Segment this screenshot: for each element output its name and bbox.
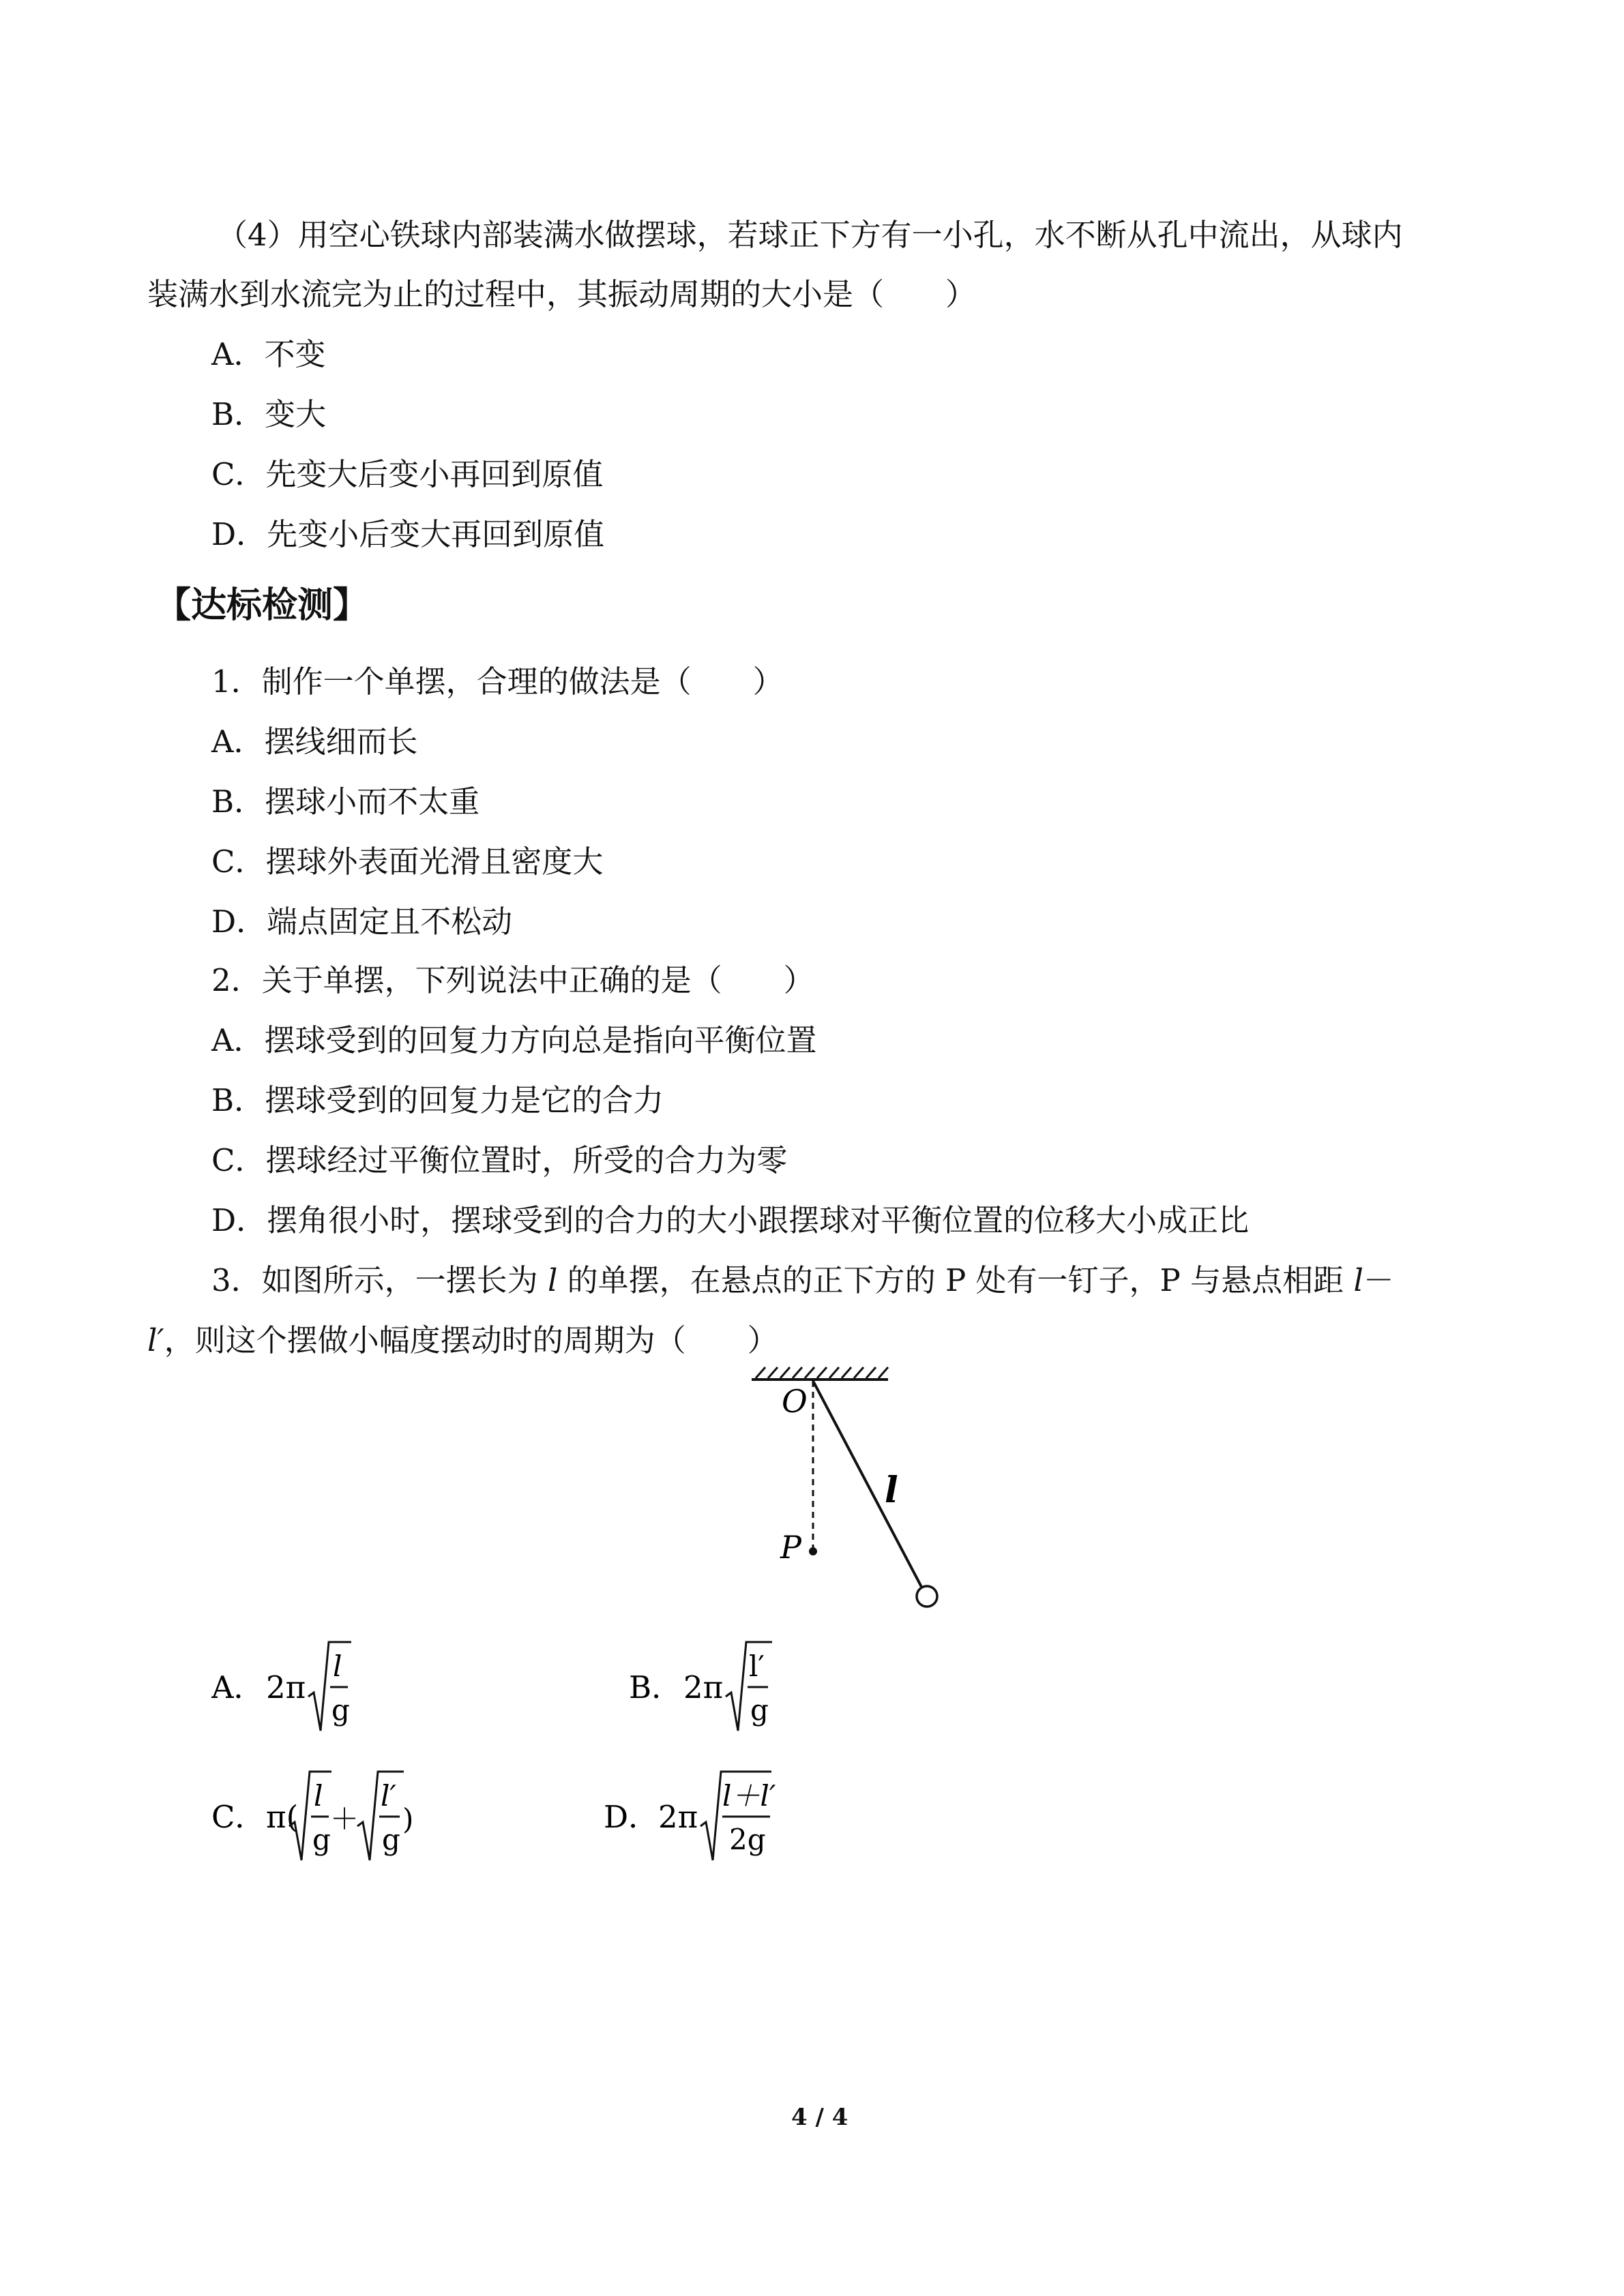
q4-option-c: C．先变大后变小再回到原值 [211,456,604,492]
q1-option-d: D．端点固定且不松动 [211,904,513,940]
q3-option-c [211,1765,430,1877]
option-d-numerator: l＋l′ [722,1779,776,1813]
q2-option-a: A．摆球受到的回复力方向总是指向平衡位置 [211,1022,817,1058]
q3-stem-l: l [547,1262,558,1298]
option-b-denominator: g [750,1693,769,1727]
option-d-coef: 2π [658,1799,698,1835]
option-b-coef: 2π [683,1669,724,1705]
pendulum-string [813,1381,922,1588]
q3-stem-lprime: l′ [147,1322,164,1358]
nail-point [809,1547,817,1555]
option-a-numerator: l [333,1650,342,1683]
option-c-coef: π( [266,1799,299,1835]
option-a-letter: A． [211,1669,265,1705]
q3-stem-text-c: ，则这个摆做小幅度摆动时的周期为（ ） [164,1322,778,1358]
q3-option-b [629,1635,799,1747]
option-d-denominator: 2g [729,1823,766,1856]
q4-option-d: D．先变小后变大再回到原值 [211,516,605,552]
q4-option-a: A．不变 [211,336,326,372]
option-c-close-paren: ) [402,1802,414,1836]
q3-stem-text-b: 的单摆，在悬点的正下方的 P 处有一钉子，P 与悬点相距 [557,1262,1354,1298]
option-c-denominator-1: g [312,1823,331,1856]
formula-d [604,1765,808,1874]
option-c-numerator-1: l [314,1779,323,1813]
label-p: P [780,1529,801,1566]
q2-option-c: C．摆球经过平衡位置时，所受的合力为零 [211,1142,788,1178]
pendulum-figure [737,1360,962,1620]
q4-stem-line1: （4）用空心铁球内部装满水做摆球，若球正下方有一小孔，水不断从孔中流出，从球内 [217,217,1403,253]
option-b-numerator: l′ [749,1650,765,1683]
q1-option-c: C．摆球外表面光滑且密度大 [211,844,604,880]
option-c-numerator-2: l′ [381,1779,396,1813]
option-a-denominator: g [331,1693,350,1727]
q3-option-d [604,1765,808,1877]
option-a-coef: 2π [266,1669,306,1705]
q4-option-b: B．变大 [211,396,327,432]
formula-b [629,1635,799,1744]
q3-stem-l2: l [1353,1262,1363,1298]
option-c-plus: ＋ [330,1802,359,1836]
q1-option-a: A．摆线细而长 [211,724,418,760]
option-c-letter: C． [211,1799,266,1835]
q3-stem-line2 [147,1320,778,1361]
option-d-letter: D． [604,1799,660,1835]
q2-option-d: D．摆角很小时，摆球受到的合力的大小跟摆球对平衡位置的位移大小成正比 [211,1202,1250,1238]
q2-option-b: B．摆球受到的回复力是它的合力 [211,1082,664,1118]
q2-stem: 2．关于单摆，下列说法中正确的是（ ） [211,962,814,998]
q3-stem-minus: － [1363,1262,1394,1298]
option-b-letter: B． [629,1669,683,1705]
label-l: l [885,1470,898,1511]
formula-a [211,1635,382,1744]
q3-stem-line1 [211,1260,1394,1301]
section-heading: 【达标检测】 [156,585,369,626]
q3-stem-text-a: 3．如图所示，一摆长为 [211,1262,548,1298]
q3-option-a [211,1635,382,1747]
q1-option-b: B．摆球小而不太重 [211,784,480,820]
ceiling-hatching [756,1367,888,1378]
q4-stem-line2: 装满水到水流完为止的过程中，其振动周期的大小是（ ） [147,276,977,312]
page-number: 4 / 4 [791,2104,848,2131]
formula-c [211,1765,430,1874]
q1-stem: 1．制作一个单摆，合理的做法是（ ） [211,664,784,700]
label-o: O [782,1383,808,1420]
option-c-denominator-2: g [382,1823,400,1856]
pendulum-bob [917,1586,937,1607]
